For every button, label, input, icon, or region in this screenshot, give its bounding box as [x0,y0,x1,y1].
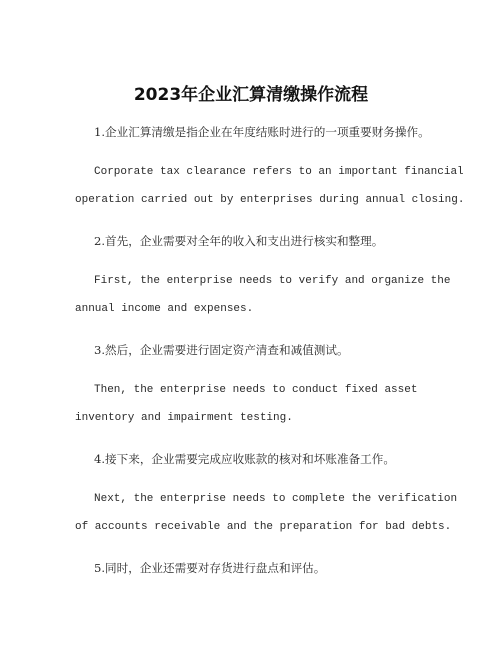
paragraph-3-line-1: 3.然后，企业需要进行固定资产清查和减值测试。 [94,343,349,357]
paragraph-1-en-line-2: operation carried out by enterprises during annual closing. [75,194,465,206]
paragraph-2-en-line-1: First, the enterprise needs to verify and organize the [94,275,451,287]
paragraph-3-en-line-2: inventory and impairment testing. [75,412,293,424]
paragraph-2-en-line-2: annual income and expenses. [75,303,254,315]
paragraph-1-en-line-1: Corporate tax clearance refers to an important financial [94,166,464,178]
document-title: 2023年企业汇算清缴操作流程 [133,85,369,105]
paragraph-4-en-line-1: Next, the enterprise needs to complete the verification [94,493,458,505]
paragraph-5-line-1: 5.同时，企业还需要对存货进行盘点和评估。 [94,561,326,575]
paragraph-2-line-1: 2.首先，企业需要对全年的收入和支出进行核实和整理。 [94,234,384,248]
paragraph-1-line-1: 1.企业汇算清缴是指企业在年度结账时进行的一项重要财务操作。 [94,125,430,139]
paragraph-3-en-line-1: Then, the enterprise needs to conduct fixed asset [94,384,418,396]
paragraph-4-line-1: 4.接下来，企业需要完成应收账款的核对和坏账准备工作。 [94,452,395,466]
paragraph-4-en-line-2: of accounts receivable and the preparation for bad debts. [75,521,452,533]
